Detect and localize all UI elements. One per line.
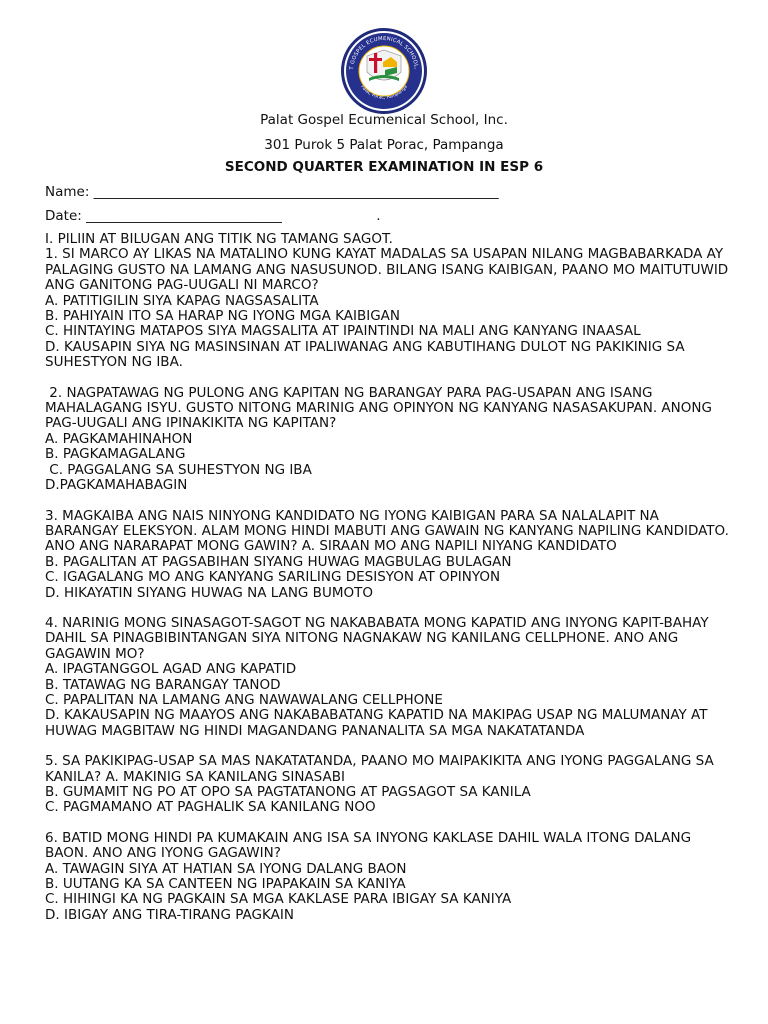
answer-option[interactable]: D. KAUSAPIN SIYA NG MASINSINAN AT IPALIWANAG ANG KABUTIHANG DULOT NG PAKIKINIG SA SUHESTYON NG IBA. xyxy=(45,338,689,371)
answer-option[interactable]: B. GUMAMIT NG PO AT OPO SA PAGTATANONG AT PAGSAGOT SA KANILA xyxy=(45,784,531,800)
question-item xyxy=(45,386,735,494)
answer-option[interactable]: D. HIKAYATIN SIYANG HUWAG NA LANG BUMOTO xyxy=(45,584,373,601)
question-item xyxy=(45,509,735,601)
school-name: Palat Gospel Ecumenical School, Inc. xyxy=(260,112,508,128)
answer-option[interactable]: A. PAGKAMAHINAHON xyxy=(45,430,193,447)
answer-option[interactable]: D.PAGKAMAHABAGIN xyxy=(45,477,188,494)
answer-option[interactable]: B. PAGKAMAGALANG xyxy=(45,446,186,463)
instructions: I. PILIIN AT BILUGAN ANG TITIK NG TAMANG SAGOT. xyxy=(45,231,393,247)
answer-option[interactable]: C. HIHINGI KA NG PAGKAIN SA MGA KAKLASE PARA IBIGAY SA KANIYA xyxy=(45,891,512,908)
answer-option[interactable]: C. PAGMAMANO AT PAGHALIK SA KANILANG NOO xyxy=(45,799,376,816)
answer-option[interactable]: B. TATAWAG NG BARANGAY TANOD xyxy=(45,676,281,693)
answer-option[interactable]: C. IGAGALANG MO ANG KANYANG SARILING DESISYON AT OPINYON xyxy=(45,569,501,586)
seal-text-bottom: Palat, Porac, Pampanga xyxy=(359,84,409,101)
question-text: 6. BATID MONG HINDI PA KUMAKAIN ANG ISA SA INYONG KAKLASE DAHIL WALA ITONG DALANG BAON. ANO ANG IYONG GAGAWIN? xyxy=(45,829,696,862)
name-field[interactable]: Name: ____________________________________________________________ xyxy=(45,184,499,200)
exam-body xyxy=(45,232,735,923)
answer-option[interactable]: D. KAKAUSAPIN NG MAAYOS ANG NAKABABATANG KAPATID NA MAKIPAG USAP NG MALUMANAY AT HUWAG MAGBITAW NG HINDI MAGANDANG PANANALITA SA MGA NAKATATANDA xyxy=(45,707,712,739)
answer-option[interactable]: C. HINTAYING MATAPOS SIYA MAGSALITA AT IPAINTINDI NA MALI ANG KANYANG INAASAL xyxy=(45,323,641,340)
question-text: 2. NAGPATAWAG NG PULONG ANG KAPITAN NG BARANGAY PARA PAG-USAPAN ANG ISANG MAHALAGANG ISYU. GUSTO NITONG MARINIG ANG OPINYON NG KANYANG NASASAKUPAN. ANONG PAG-UUGALI ANG IPINAKIKITA NG KAPITAN? xyxy=(45,384,717,432)
question-list xyxy=(45,247,735,923)
exam-title: SECOND QUARTER EXAMINATION IN ESP 6 xyxy=(224,159,544,175)
school-address: 301 Purok 5 Palat Porac, Pampanga xyxy=(264,137,504,153)
date-field[interactable]: Date: _____________________________ . xyxy=(45,208,381,224)
answer-option[interactable]: A. TAWAGIN SIYA AT HATIAN SA IYONG DALANG BAON xyxy=(45,860,407,877)
seal-text-top: T GOSPEL ECUMENICAL SCHOOL, xyxy=(348,35,419,70)
question-text: 4. NARINIG MONG SINASAGOT-SAGOT NG NAKABABATA MONG KAPATID ANG INYONG KAPIT-BAHAY DAHIL SA PINAGBIBINTANGAN SIYA NITONG NAGNAKAW NG KANILANG CELLPHONE. ANO ANG GAGAWIN MO? xyxy=(45,614,713,662)
answer-option[interactable]: A. IPAGTANGGOL AGAD ANG KAPATID xyxy=(45,661,297,678)
question-item xyxy=(45,754,735,816)
answer-option[interactable]: C. PAPALITAN NA LAMANG ANG NAWAWALANG CELLPHONE xyxy=(45,691,443,708)
question-item xyxy=(45,831,735,923)
answer-option[interactable]: B. PAHIYAIN ITO SA HARAP NG IYONG MGA KAIBIGAN xyxy=(45,308,400,325)
answer-option[interactable]: C. PAGGALANG SA SUHESTYON NG IBA xyxy=(45,461,312,478)
answer-option[interactable]: B. PAGALITAN AT PAGSABIHAN SIYANG HUWAG MAGBULAG BULAGAN xyxy=(45,553,512,570)
question-text: 3. MAGKAIBA ANG NAIS NINYONG KANDIDATO NG IYONG KAIBIGAN PARA SA NALALAPIT NA BARANGAY ELEKSYON. ALAM MONG HINDI MABUTI ANG GAWAIN NG KANYANG NAPILING KANDIDATO. ANO ANG NARARAPAT MONG GAWIN? A. SIRAAN MO ANG NAPILI NIYANG KANDIDATO xyxy=(45,507,734,555)
question-item xyxy=(45,247,735,370)
school-seal-logo xyxy=(339,26,429,116)
question-text: 1. SI MARCO AY LIKAS NA MATALINO KUNG KAYAT MADALAS SA USAPAN NILANG MAGBABARKADA AY PALAGING GUSTO NA LAMANG ANG NASUSUNOD. BILANG ISANG KAIBIGAN, PAANO MO MAITUTUWID ANG GANITONG PAG-UUGALI NI MARCO? xyxy=(45,246,733,294)
answer-option[interactable]: D. IBIGAY ANG TIRA-TIRANG PAGKAIN xyxy=(45,906,294,923)
question-text: 5. SA PAKIKIPAG-USAP SA MAS NAKATATANDA, PAANO MO MAIPAKIKITA ANG IYONG PAGGALANG SA KANILA? A. MAKINIG SA KANILANG SINASABI xyxy=(45,753,719,785)
question-item xyxy=(45,616,735,739)
answer-option[interactable]: A. PATITIGILIN SIYA KAPAG NAGSASALITA xyxy=(45,292,319,309)
answer-option[interactable]: B. UUTANG KA SA CANTEEN NG IPAPAKAIN SA KANIYA xyxy=(45,876,406,893)
